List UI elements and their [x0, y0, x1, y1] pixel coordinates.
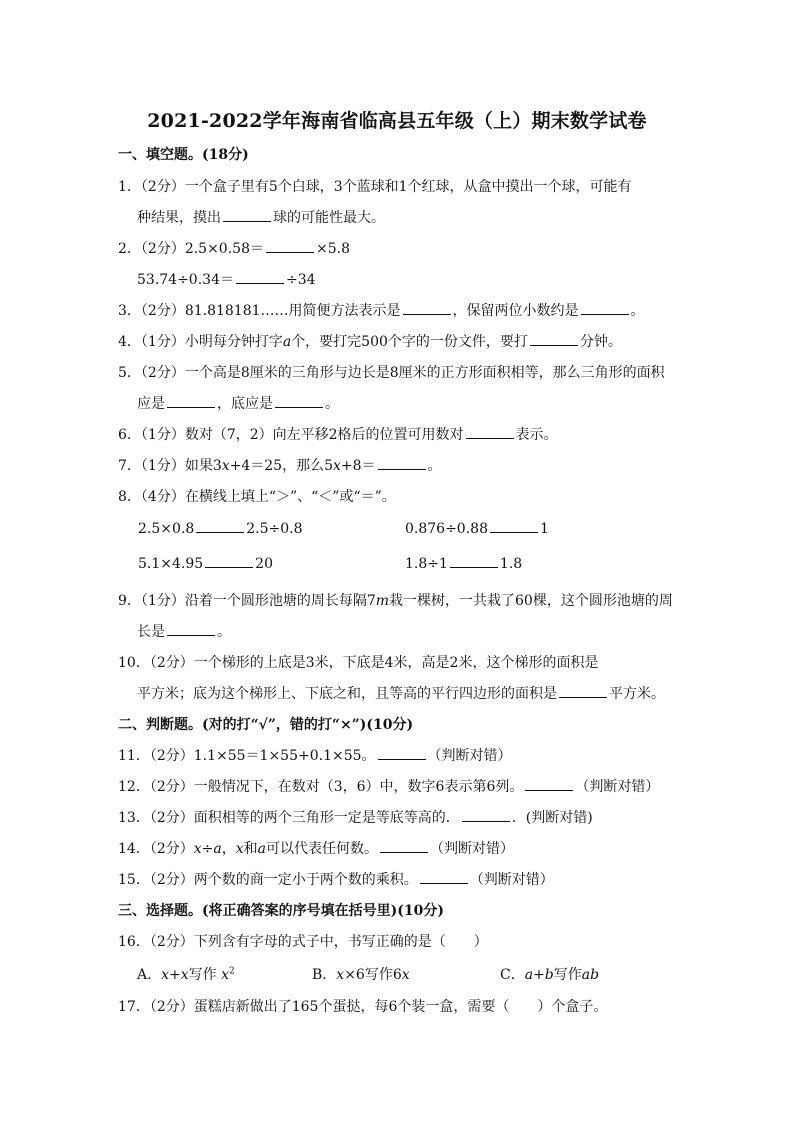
question-3: 3．（2分）81.818181……用简便方法表示是 ，保留两位小数约是 。: [118, 303, 645, 319]
question-12: 12．（2分）一般情况下，在数对（3，6）中，数字6表示第6列。 （判断对错）: [118, 779, 660, 795]
answer-blank[interactable]: [167, 395, 215, 408]
question-15: 15．（2分）两个数的商一定小于两个数的乘积。 （判断对错）: [118, 872, 554, 888]
answer-blank[interactable]: [420, 871, 468, 884]
page-title: 2021-2022学年海南省临高县五年级（上）期末数学试卷: [147, 110, 647, 132]
answer-blank[interactable]: [530, 333, 578, 346]
answer-blank[interactable]: [466, 426, 514, 439]
answer-blank[interactable]: [490, 520, 538, 533]
question-14: 14．（2分）x÷a，x和a可以代表任何数。 （判断对错）: [118, 841, 514, 857]
question-2-line-1: 2．（2分）2.5×0.58＝ ×5.8: [118, 241, 350, 257]
question-13: 13．（2分）面积相等的两个三角形一定是等底等高的． ．(判断对错): [118, 810, 593, 826]
answer-blank[interactable]: [196, 520, 244, 533]
answer-blank[interactable]: [223, 209, 271, 222]
section-heading-fill-in: 一、填空题。(18分): [118, 147, 249, 163]
answer-blank[interactable]: [378, 747, 426, 760]
question-5-line-1: 5．（2分）一个高是8厘米的三角形与边长是8厘米的正方形面积相等，那么三角形的面积: [118, 365, 665, 381]
answer-blank[interactable]: [403, 302, 451, 315]
answer-blank[interactable]: [266, 240, 314, 253]
question-10-line-1: 10．（2分）一个梯形的上底是3米，下底是4米，高是2米，这个梯形的面积是: [118, 655, 599, 671]
question-2-line-2: 53.74÷0.34＝ ÷34: [137, 272, 316, 288]
question-1-line-2: 种结果，摸出 球的可能性最大。: [137, 210, 385, 226]
question-8-item-c: 5.1×4.95 20: [138, 556, 273, 572]
answer-blank[interactable]: [378, 457, 426, 470]
question-16-option-c[interactable]: C．a+b写作ab: [500, 967, 600, 983]
question-6: 6．（1分）数对（7，2）向左平移2格后的位置可用数对 表示。: [118, 427, 558, 443]
answer-blank[interactable]: [525, 778, 573, 791]
question-8-item-a: 2.5×0.8 2.5÷0.8: [138, 521, 303, 537]
question-10-line-2: 平方米；底为这个梯形上、下底之和，且等高的平行四边形的面积是 平方米。: [137, 686, 665, 702]
question-16-option-b[interactable]: B．x×6写作6x: [312, 967, 410, 983]
question-16: 16．（2分）下列含有字母的式子中，书写正确的是（ ）: [118, 934, 488, 950]
question-16-option-a[interactable]: A．x+x写作 $x^2$: [137, 966, 235, 983]
answer-blank[interactable]: [275, 395, 323, 408]
section-heading-true-false: 二、判断题。(对的打“√”，错的打“×”)(10分): [118, 717, 414, 733]
question-5-line-2: 应是 ，底应是 。: [137, 396, 339, 412]
answer-blank[interactable]: [450, 555, 498, 568]
answer-blank[interactable]: [167, 623, 215, 636]
question-9-line-1: 9．（1分）沿着一个圆形池塘的周长每隔7m栽一棵树，一共栽了60棵，这个圆形池塘的周: [118, 593, 673, 609]
question-8: 8．（4分）在横线上填上“＞”、“＜”或“＝”。: [118, 489, 396, 505]
question-9-line-2: 长是 。: [137, 624, 231, 640]
answer-blank[interactable]: [581, 302, 629, 315]
answer-blank[interactable]: [380, 840, 428, 853]
section-heading-multiple-choice: 三、选择题。(将正确答案的序号填在括号里)(10分): [118, 903, 444, 919]
answer-blank[interactable]: [205, 555, 253, 568]
answer-blank[interactable]: [559, 685, 607, 698]
question-4: 4．（1分）小明每分钟打字a个，要打完500个字的一份文件，要打 分钟。: [118, 334, 622, 350]
answer-blank[interactable]: [462, 809, 510, 822]
question-1-line-1: 1．（2分）一个盒子里有5个白球，3个蓝球和1个红球，从盒中摸出一个球，可能有: [118, 179, 632, 195]
question-11: 11．（2分）1.1×55＝1×55+0.1×55。 （判断对错）: [118, 748, 512, 764]
answer-blank[interactable]: [236, 271, 284, 284]
question-8-item-b: 0.876÷0.88 1: [405, 521, 549, 537]
question-17: 17．（2分）蛋糕店新做出了165个蛋挞，每6个装一盒，需要（ ）个盒子。: [118, 999, 608, 1015]
question-7: 7．（1分）如果3x+4＝25，那么5x+8＝ 。: [118, 458, 442, 474]
question-8-item-d: 1.8÷1 1.8: [405, 556, 523, 572]
